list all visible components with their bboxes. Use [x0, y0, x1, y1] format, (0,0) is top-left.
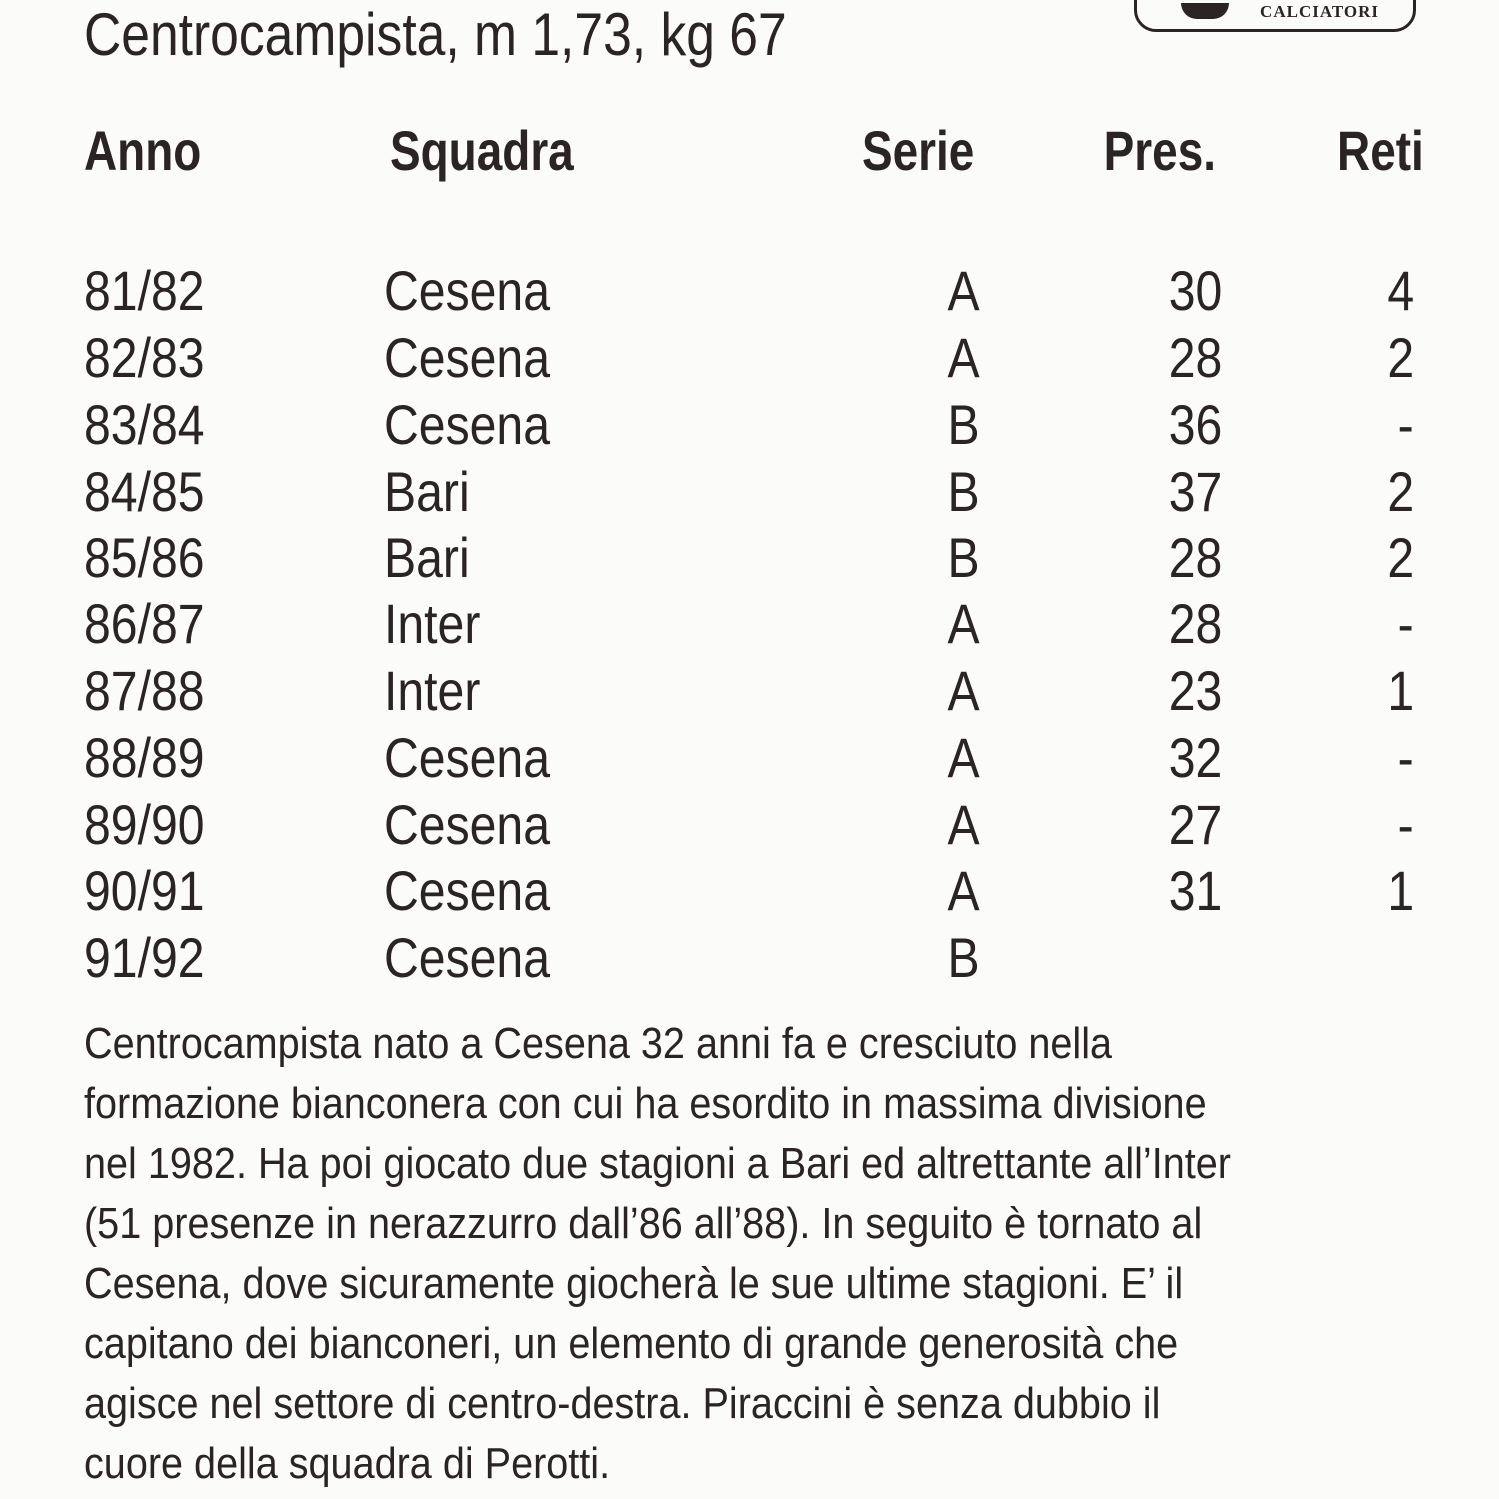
- cell-anno: 91/92: [84, 926, 205, 989]
- logo-emblem-icon: [1181, 3, 1229, 19]
- cell-reti: 1: [1387, 659, 1414, 722]
- bio-line: Cesena, dove sicuramente giocherà le sue ultime stagioni. E’ il: [84, 1259, 1184, 1308]
- cell-serie: A: [947, 326, 980, 389]
- cell-anno: 83/84: [84, 393, 205, 456]
- cell-anno: 84/85: [84, 460, 205, 523]
- cell-pres: 28: [1168, 326, 1222, 389]
- cell-pres: 28: [1168, 592, 1222, 655]
- table-row: [0, 858, 1499, 924]
- cell-serie: A: [947, 726, 980, 789]
- player-role-stats: Centrocampista, m 1,73, kg 67: [84, 1, 787, 68]
- publisher-logo: [1134, 0, 1416, 32]
- table-row: [0, 392, 1499, 458]
- table-row: [0, 591, 1499, 657]
- header-serie: Serie: [862, 119, 975, 182]
- cell-squadra: Inter: [384, 659, 481, 722]
- cell-pres: 28: [1168, 526, 1222, 589]
- header-anno: Anno: [84, 119, 202, 182]
- cell-squadra: Cesena: [384, 259, 551, 322]
- cell-reti: 1: [1387, 859, 1414, 922]
- bio-line: cuore della squadra di Perotti.: [84, 1439, 611, 1488]
- cell-reti: 4: [1387, 259, 1414, 322]
- table-row: [0, 658, 1499, 724]
- cell-serie: A: [947, 793, 980, 856]
- cell-squadra: Cesena: [384, 793, 551, 856]
- cell-anno: 87/88: [84, 659, 205, 722]
- cell-pres: 30: [1168, 259, 1222, 322]
- header-squadra: Squadra: [390, 119, 574, 182]
- cell-anno: 86/87: [84, 592, 205, 655]
- cell-serie: A: [947, 859, 980, 922]
- table-row: [0, 325, 1499, 391]
- player-biography: [84, 1014, 1424, 1494]
- table-row: [0, 258, 1499, 324]
- bio-line: (51 presenze in nerazzurro dall’86 all’88). In seguito è tornato al: [84, 1199, 1203, 1248]
- cell-serie: B: [947, 393, 980, 456]
- cell-squadra: Cesena: [384, 926, 551, 989]
- cell-squadra: Cesena: [384, 393, 551, 456]
- table-row: [0, 925, 1499, 991]
- cell-reti: 2: [1387, 326, 1414, 389]
- cell-serie: B: [947, 460, 980, 523]
- cell-anno: 89/90: [84, 793, 205, 856]
- cell-anno: 81/82: [84, 259, 205, 322]
- cell-squadra: Bari: [384, 460, 470, 523]
- cell-pres: 23: [1168, 659, 1222, 722]
- table-row: [0, 792, 1499, 858]
- cell-serie: B: [947, 526, 980, 589]
- cell-squadra: Cesena: [384, 726, 551, 789]
- table-row: [0, 725, 1499, 791]
- cell-squadra: Bari: [384, 526, 470, 589]
- bio-line: capitano dei bianconeri, un elemento di grande generosità che: [84, 1319, 1179, 1368]
- cell-squadra: Cesena: [384, 326, 551, 389]
- cell-reti: 2: [1387, 460, 1414, 523]
- cell-serie: A: [947, 259, 980, 322]
- logo-text: CALCIATORI: [1260, 2, 1379, 21]
- cell-pres: 37: [1168, 460, 1222, 523]
- cell-anno: 90/91: [84, 859, 205, 922]
- cell-serie: A: [947, 659, 980, 722]
- header-pres: Pres.: [1103, 119, 1216, 182]
- cell-pres: 36: [1168, 393, 1222, 456]
- cell-squadra: Cesena: [384, 859, 551, 922]
- cell-serie: A: [947, 592, 980, 655]
- cell-anno: 88/89: [84, 726, 205, 789]
- cell-serie: B: [947, 926, 980, 989]
- cell-pres: 27: [1168, 793, 1222, 856]
- header-reti: Reti: [1337, 119, 1424, 182]
- cell-anno: 82/83: [84, 326, 205, 389]
- cell-reti: -: [1397, 592, 1414, 655]
- table-row: [0, 459, 1499, 525]
- cell-anno: 85/86: [84, 526, 205, 589]
- cell-pres: 31: [1168, 859, 1222, 922]
- bio-line: agisce nel settore di centro-destra. Piraccini è senza dubbio il: [84, 1379, 1161, 1428]
- cell-squadra: Inter: [384, 592, 481, 655]
- cell-reti: -: [1397, 726, 1414, 789]
- table-row: [0, 525, 1499, 591]
- bio-line: formazione bianconera con cui ha esordito in massima divisione: [84, 1079, 1207, 1128]
- cell-reti: -: [1397, 793, 1414, 856]
- bio-line: Centrocampista nato a Cesena 32 anni fa e cresciuto nella: [84, 1019, 1113, 1068]
- bio-line: nel 1982. Ha poi giocato due stagioni a Bari ed altrettante all’Inter: [84, 1139, 1231, 1188]
- cell-pres: 32: [1168, 726, 1222, 789]
- cell-reti: -: [1397, 393, 1414, 456]
- cell-reti: 2: [1387, 526, 1414, 589]
